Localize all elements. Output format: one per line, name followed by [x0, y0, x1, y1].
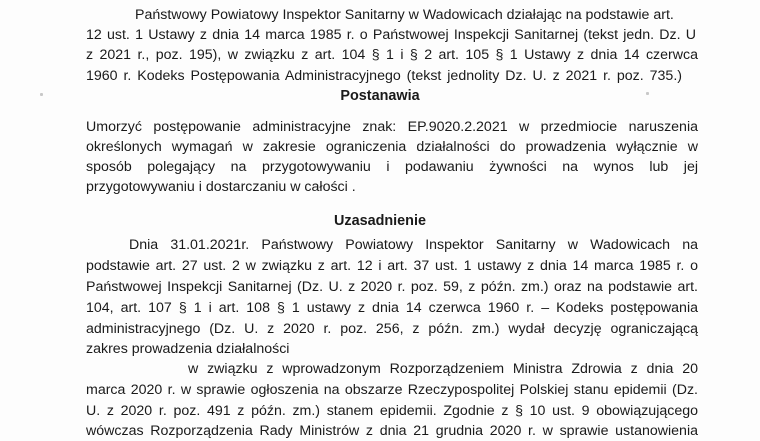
justification-line-4: 104, art. 107 § 1 i art. 108 § 1 ustawy z dnia 14 czerwca 1960 r. – Kodeks postępowania [86, 300, 698, 316]
intro-line-3: z 2021 r., poz. 195), w związku z art. 104 § 1 i § 2 art. 105 § 1 Ustawy z dnia 14 czerwca [86, 47, 698, 63]
justification-heading: Uzasadnienie [334, 213, 426, 229]
justification-line-6: zakres prowadzenia działalności [86, 341, 290, 357]
justification-line-2: podstawie art. 27 ust. 2 w związku z art. 12 i art. 37 ust. 1 ustawy z dnia 14 marca 1985 r. o [86, 258, 698, 274]
justification-line-5: administracyjnego (Dz. U. z 2020 r. poz. 256, z późn. zm.) wydał decyzję ograniczającą [86, 321, 698, 337]
decision-line-1: Umorzyć postępowanie administracyjne znak: EP.9020.2.2021 w przedmiocie naruszenia [86, 119, 698, 135]
decision-line-4: przygotowywaniu i dostarczaniu w całości . [86, 179, 356, 195]
decision-line-2: określonych wymagań w zakresie ograniczenia działalności do prowadzenia wyłącznie w [86, 139, 698, 155]
intro-line-2: 12 ust. 1 Ustawy z dnia 14 marca 1985 r. o Państwowej Inspekcji Sanitarnej (tekst jedn. Dz. U [86, 27, 696, 43]
justification-line-9: U. z 2020 r. poz. 491 z późn. zm.) stanem epidemii. Zgodnie z § 10 ust. 9 obowiązującego [86, 403, 698, 419]
decision-line-3: sposób polegający na przygotowywaniu i podawaniu żywności na wynos lub jej [86, 159, 698, 175]
justification-line-1: Dnia 31.01.2021r. Państwowy Powiatowy Inspektor Sanitarny w Wadowicach na [129, 237, 698, 253]
decision-heading: Postanawia [340, 88, 420, 104]
justification-line-10: wówczas Rozporządzenia Rady Ministrów z dnia 21 grudnia 2020 r. w sprawie ustanowienia [86, 423, 698, 439]
intro-line-1: Państwowy Powiatowy Inspektor Sanitarny w Wadowicach działając na podstawie art. [135, 7, 674, 23]
intro-line-4: 1960 r. Kodeks Postępowania Administracyjnego (tekst jednolity Dz. U. z 2021 r. poz. 735.) [86, 68, 682, 84]
justification-line-8: marca 2020 r. w sprawie ogłoszenia na obszarze Rzeczypospolitej Polskiej stanu epidemii (Dz. [86, 382, 698, 398]
justification-line-7: w związku z wprowadzonym Rozporządzeniem Ministra Zdrowia z dnia 20 [188, 361, 698, 377]
justification-line-3: Państwowej Inspekcji Sanitarnej (Dz. U. z 2020 r. poz. 59, z późn. zm.) oraz na podstawie art. [86, 279, 698, 295]
